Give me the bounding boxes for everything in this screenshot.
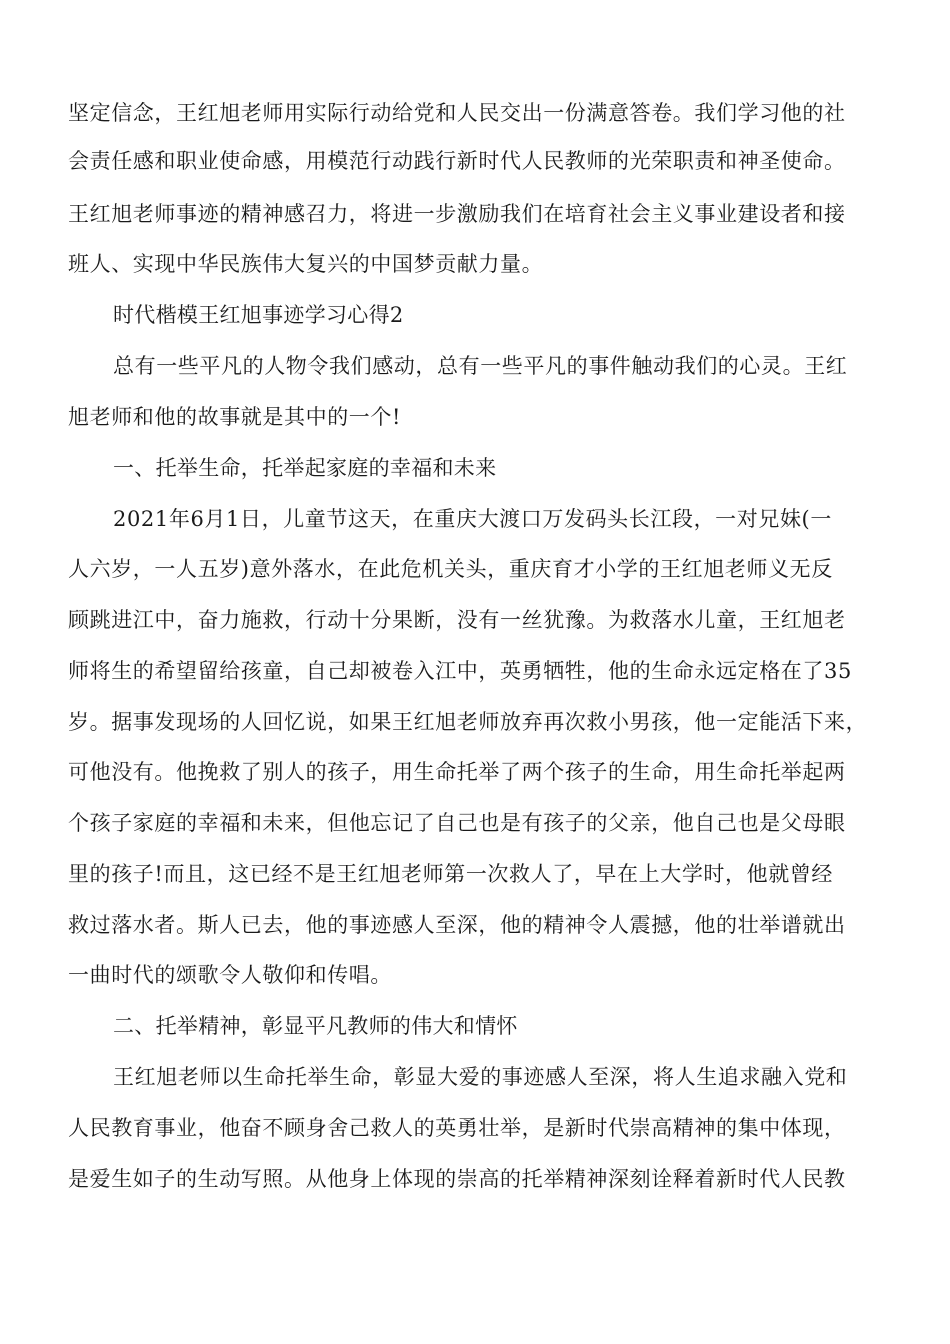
paragraph-line: 人民教育事业，他奋不顾身舍己救人的英勇壮举，是新时代崇高精神的集中体现， bbox=[68, 1116, 846, 1140]
paragraph-line: 旭老师和他的故事就是其中的一个! bbox=[68, 405, 402, 429]
paragraph-line: 救过落水者。斯人已去，他的事迹感人至深，他的精神令人震撼，他的壮举谱就出 bbox=[68, 913, 846, 937]
subheading: 一、托举生命，托举起家庭的幸福和未来 bbox=[113, 456, 497, 480]
subheading: 二、托举精神，彰显平凡教师的伟大和情怀 bbox=[113, 1014, 518, 1038]
section-title: 时代楷模王红旭事迹学习心得2 bbox=[113, 303, 404, 327]
paragraph-line: 可他没有。他挽救了别人的孩子，用生命托举了两个孩子的生命，用生命托举起两 bbox=[68, 760, 846, 784]
paragraph-line: 王红旭老师以生命托举生命，彰显大爱的事迹感人至深，将人生追求融入党和 bbox=[113, 1065, 848, 1089]
paragraph-line: 里的孩子!而且，这已经不是王红旭老师第一次救人了，早在上大学时，他就曾经 bbox=[68, 862, 834, 886]
paragraph-line: 王红旭老师事迹的精神感召力，将进一步激励我们在培育社会主义事业建设者和接 bbox=[68, 202, 846, 226]
paragraph-line: 师将生的希望留给孩童，自己却被卷入江中，英勇牺牲，他的生命永远定格在了35 bbox=[68, 659, 852, 683]
paragraph-line: 是爱生如子的生动写照。从他身上体现的崇高的托举精神深刻诠释着新时代人民教 bbox=[68, 1167, 846, 1191]
paragraph-line: 总有一些平凡的人物令我们感动，总有一些平凡的事件触动我们的心灵。王红 bbox=[113, 354, 848, 378]
paragraph-line: 会责任感和职业使命感，用模范行动践行新时代人民教师的光荣职责和神圣使命。 bbox=[68, 149, 846, 173]
paragraph-line: 一曲时代的颂歌令人敬仰和传唱。 bbox=[68, 963, 392, 987]
paragraph-line: 坚定信念，王红旭老师用实际行动给党和人民交出一份满意答卷。我们学习他的社 bbox=[68, 101, 846, 125]
paragraph-line: 个孩子家庭的幸福和未来，但他忘记了自己也是有孩子的父亲，他自己也是父母眼 bbox=[68, 811, 846, 835]
paragraph-line: 2021年6月1日，儿童节这天，在重庆大渡口万发码头长江段，一对兄妹(一 bbox=[113, 507, 832, 531]
paragraph-line: 顾跳进江中，奋力施救，行动十分果断，没有一丝犹豫。为救落水儿童，王红旭老 bbox=[68, 608, 846, 632]
paragraph-line: 岁。据事发现场的人回忆说，如果王红旭老师放弃再次救小男孩，他一定能活下来， bbox=[68, 710, 868, 734]
paragraph-line: 班人、实现中华民族伟大复兴的中国梦贡献力量。 bbox=[68, 252, 544, 276]
paragraph-line: 人六岁，一人五岁)意外落水，在此危机关头，重庆育才小学的王红旭老师义无反 bbox=[68, 557, 833, 581]
